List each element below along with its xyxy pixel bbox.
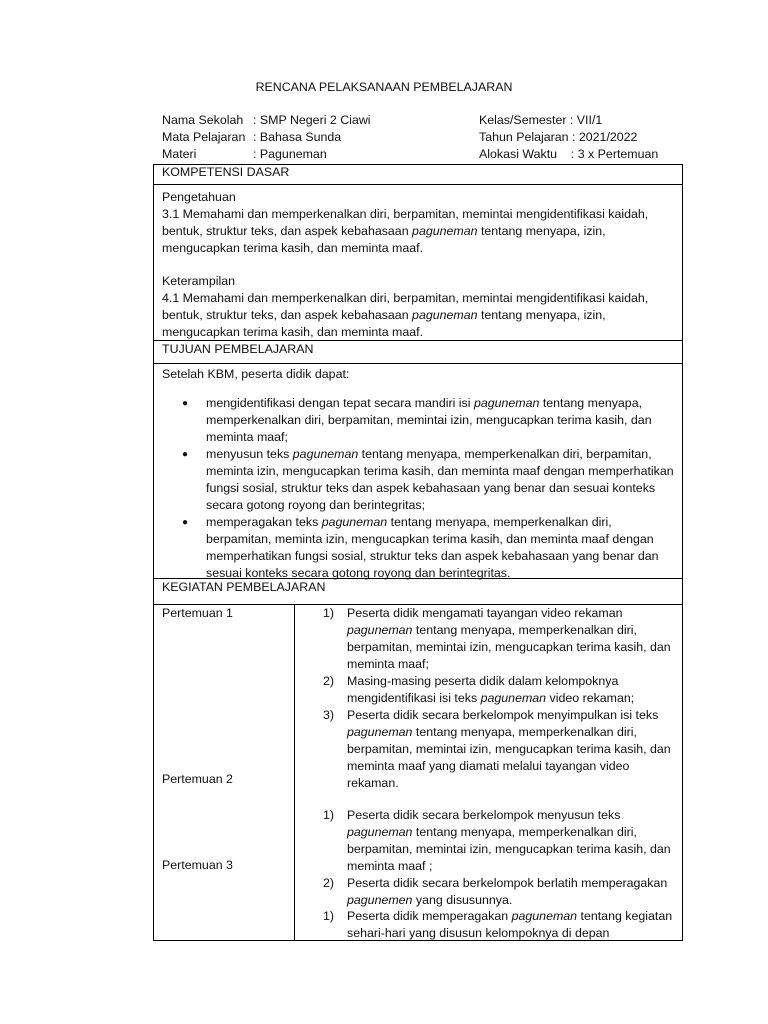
tujuan-heading: TUJUAN PEMBELAJARAN <box>162 342 314 356</box>
tujuan-list <box>182 395 677 582</box>
header-value: : Paguneman <box>253 147 327 161</box>
list-item: ● mengidentifikasi dengan tepat secara mandiri isi paguneman tentang menyapa, memperkenalkan diri, berpamitan, memintai izin, mengucapkan terima kasih, dan meminta maaf; <box>182 395 677 446</box>
list-item: 1) Peserta didik memperagakan paguneman tentang kegiatan sehari-hari yang disusun kelompoknya di depan <box>323 909 673 940</box>
header-label: Nama Sekolah <box>162 113 244 127</box>
header-mata-pelajaran <box>162 129 341 146</box>
header-label: Materi <box>162 147 197 161</box>
pengetahuan-label: Pengetahuan <box>162 190 236 204</box>
document-title: RENCANA PELAKSANAAN PEMBELAJARAN <box>255 80 513 94</box>
keterampilan-section <box>162 273 677 341</box>
row-divider <box>153 184 683 185</box>
list-item: 1) Peserta didik secara berkelompok menyusun teks paguneman tentang menyapa, memperkenalkan diri, berpamitan, memintai izin, mengucapkan terima kasih, dan meminta maaf ; <box>323 808 671 873</box>
header-value: : SMP Negeri 2 Ciawi <box>253 113 371 127</box>
list-item: 3) Peserta didik secara berkelompok menyimpulkan isi teks paguneman tentang menyapa, memperkenalkan diri, berpamitan, memintai izin, mengucapkan terima kasih, dan meminta maaf yang diamati melalui tayangan video rekaman. <box>323 708 671 790</box>
kegiatan-heading: KEGIATAN PEMBELAJARAN <box>162 580 326 594</box>
header-kelas-semester: Kelas/Semester : VII/1 <box>479 113 603 127</box>
row-divider <box>153 363 683 364</box>
column-divider <box>294 604 295 941</box>
header-nama-sekolah <box>162 112 371 129</box>
list-item: ● memperagakan teks paguneman tentang menyapa, memperkenalkan diri, berpamitan, meminta izin, mengucapkan terima kasih, dan meminta maaf dengan memperhatikan fungsi sosial, struktur teks dan aspek kebahasaan yang benar dan sesuai konteks secara gotong royong dan berintegritas. <box>182 514 677 582</box>
pertemuan-3-label: Pertemuan 3 <box>162 858 233 872</box>
list-item: 2) Masing-masing peserta didik dalam kelompoknya mengidentifikasi isi teks paguneman video rekaman; <box>323 674 635 705</box>
pertemuan-1-activities <box>305 605 677 792</box>
header-alokasi-waktu: Alokasi Waktu : 3 x Pertemuan <box>479 147 659 161</box>
pertemuan-3-activities <box>305 908 677 942</box>
kd-heading: KOMPETENSI DASAR <box>162 165 290 179</box>
list-item: 1) Peserta didik mengamati tayangan video rekaman paguneman tentang menyapa, memperkenalkan diri, berpamitan, memintai izin, mengucapkan terima kasih, dan meminta maaf; <box>323 606 671 671</box>
pertemuan-2-activities <box>305 807 677 909</box>
header-value: : Bahasa Sunda <box>253 130 342 144</box>
keterampilan-text: 4.1 Memahami dan memperkenalkan diri, berpamitan, memintai mengidentifikasi kaidah, bentuk, struktur teks, dan aspek kebahasaan paguneman tentang menyapa, izin, mengucapkan terima kasih, dan meminta maaf. <box>162 291 649 339</box>
header-tahun-pelajaran: Tahun Pelajaran : 2021/2022 <box>479 130 638 144</box>
header-label: Mata Pelajaran <box>162 130 246 144</box>
list-item: 2) Peserta didik secara berkelompok berlatih memperagakan pagunemen yang disusunnya. <box>323 876 668 907</box>
pengetahuan-text: 3.1 Memahami dan memperkenalkan diri, berpamitan, memintai mengidentifikasi kaidah, bentuk, struktur teks, dan aspek kebahasaan paguneman tentang menyapa, izin, mengucapkan terima kasih, dan meminta maaf. <box>162 207 649 255</box>
pertemuan-1-label: Pertemuan 1 <box>162 606 233 620</box>
tujuan-intro: Setelah KBM, peserta didik dapat: <box>162 367 350 381</box>
list-item: ● menyusun teks paguneman tentang menyapa, memperkenalkan diri, berpamitan, meminta izin, mengucapkan terima kasih, dan meminta maaf dengan memperhatikan fungsi sosial, struktur teks dan aspek kebahasaan yang benar dan sesuai konteks secara gotong royong dan berintegritas; <box>182 446 677 514</box>
keterampilan-label: Keterampilan <box>162 274 236 288</box>
header-materi <box>162 146 327 163</box>
kd-section <box>162 189 677 257</box>
pertemuan-2-label: Pertemuan 2 <box>162 772 233 786</box>
